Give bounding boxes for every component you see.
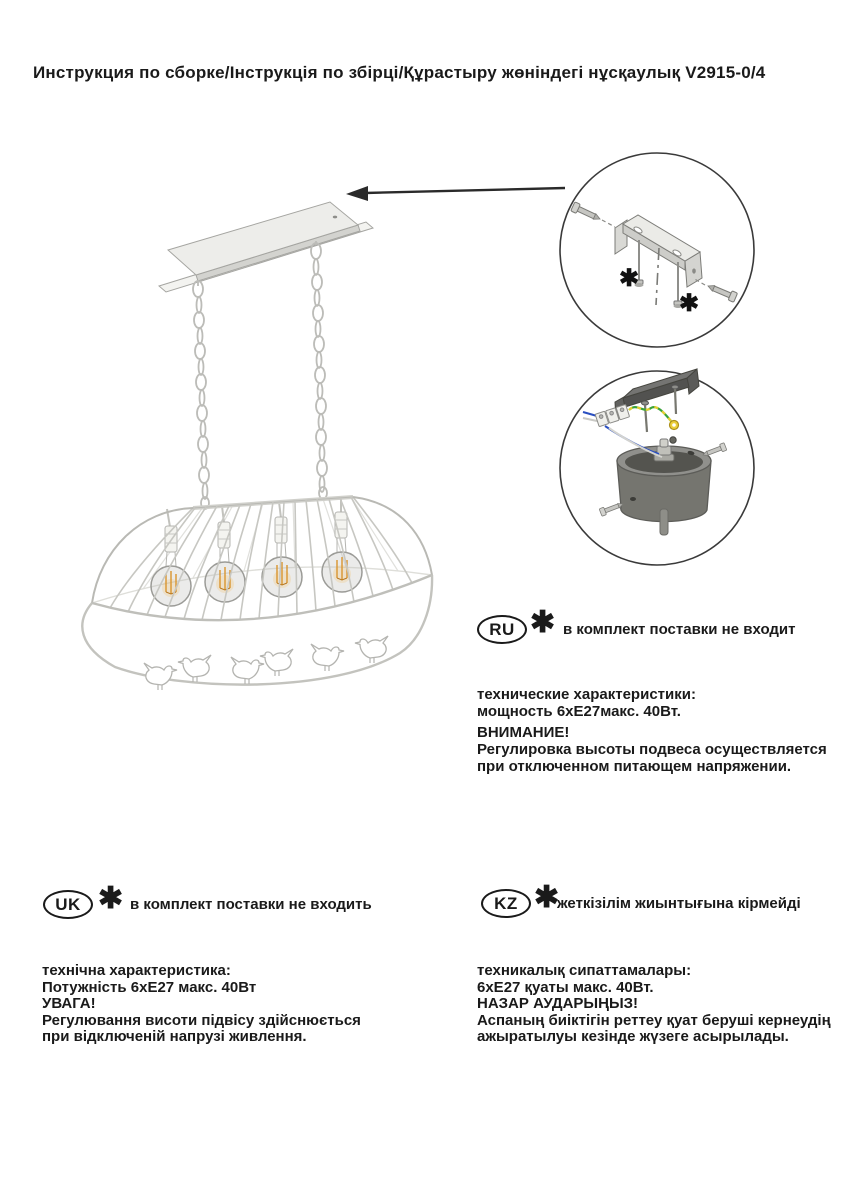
uk-specs — [42, 963, 361, 1046]
bird-icon — [231, 657, 264, 684]
bird-icon — [311, 644, 344, 671]
nut — [670, 437, 676, 443]
uk-warning-line: Регулювання висоти підвісу здійснюється — [42, 1011, 361, 1029]
uk-warning-line: при відключеній напрузі живлення. — [42, 1028, 307, 1045]
ceiling-plate — [159, 202, 373, 292]
not-included-asterisk: ✱ — [530, 606, 556, 639]
ru-warning-line: Регулировка высоты подвеса осуществляется — [477, 741, 827, 758]
canopy-wiring-diagram — [545, 358, 845, 588]
page-title: Инструкция по сборке/Інструкція по збірці/Құрастыру жөніндегі нұсқаулық V2915-0/4 — [33, 63, 766, 82]
kz-specs — [477, 963, 831, 1046]
kz-specs-title: техникалық сипаттамалары: — [477, 962, 692, 979]
uk-warning-title: УВАГА! — [42, 995, 96, 1012]
ru-specs-power: мощность 6хЕ27макс. 40Вт. — [477, 703, 681, 720]
arrowhead-icon — [346, 186, 368, 201]
ru-not-included-note: в комплект поставки не входит — [563, 621, 796, 638]
kz-warning-title: НАЗАР АУДАРЫҢЫЗ! — [477, 995, 639, 1012]
lang-badge-ru: RU — [477, 615, 527, 644]
kz-warning-line: Аспаның биіктігін реттеу қуат беруші кернеудің — [477, 1011, 831, 1029]
kz-not-included-note: жеткізілім жиынтығына кірмейді — [557, 895, 801, 912]
bird-icon — [178, 655, 211, 682]
not-included-asterisk: ✱ — [534, 881, 560, 914]
lang-badge-kz: KZ — [481, 889, 531, 918]
uk-specs-power: Потужність 6хЕ27 макс. 40Вт — [42, 978, 257, 996]
not-included-asterisk: ✱ — [619, 265, 640, 292]
uk-not-included-note: в комплект поставки не входить — [130, 896, 372, 913]
ru-specs — [477, 686, 827, 775]
uk-specs-title: технічна характеристика: — [42, 962, 231, 979]
ru-warning-line: при отключенном питающем напряжении. — [477, 758, 792, 775]
kz-warning-line: ажыратылуы кезінде жүзеге асырылады. — [477, 1028, 789, 1045]
ru-specs-title: технические характеристики: — [477, 686, 696, 703]
mounting-bracket-diagram — [545, 140, 845, 360]
not-included-asterisk: ✱ — [98, 882, 124, 915]
lang-badge-uk: UK — [43, 890, 93, 919]
bird-icon — [144, 663, 177, 690]
pointer-arrow — [338, 178, 573, 206]
not-included-asterisk: ✱ — [679, 290, 700, 317]
left-chain — [193, 281, 209, 509]
right-chain — [311, 241, 327, 499]
bird-icon — [355, 636, 388, 663]
bird-icon — [260, 649, 293, 676]
bulbs — [151, 498, 362, 606]
ru-warning-title: ВНИМАНИЕ! — [477, 724, 570, 741]
pendant-lamp-illustration — [55, 175, 475, 720]
kz-specs-power: 6хЕ27 қуаты макс. 40Вт. — [477, 978, 654, 996]
